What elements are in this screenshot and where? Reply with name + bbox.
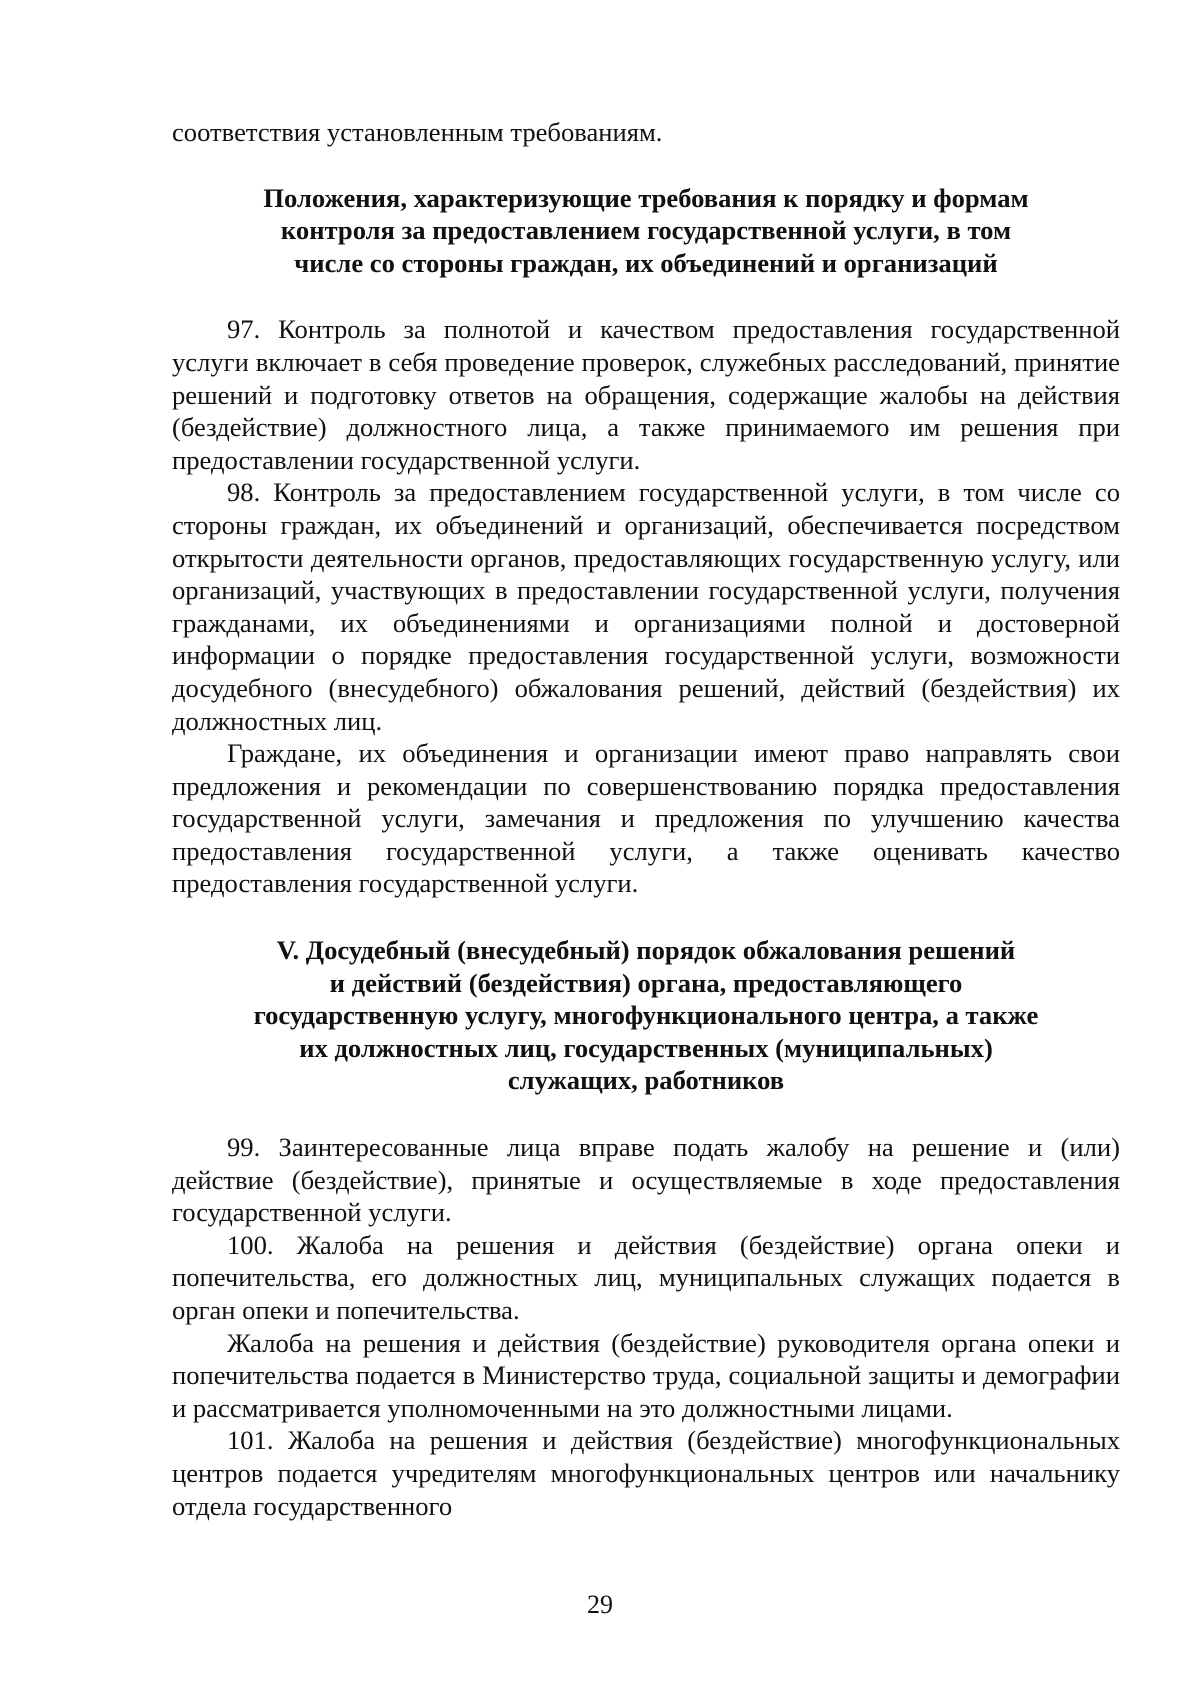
heading-line: Положения, характеризующие требования к порядку и формам	[263, 182, 1029, 213]
paragraph-100: 100. Жалоба на решения и действия (бездействие) органа опеки и попечительства, его должностных лиц, муниципальных служащих подается в орган опеки и попечительства.	[172, 1229, 1120, 1325]
heading-line: числе со стороны граждан, их объединений и организаций	[294, 247, 998, 278]
paragraph-101: 101. Жалоба на решения и действия (бездействие) многофункциональных центров подается учредителям многофункциональных центров или начальнику отдела государственного	[172, 1425, 1120, 1521]
heading-line: и действий (бездействия) органа, предоставляющего	[329, 967, 963, 998]
heading-line: служащих, работников	[507, 1065, 785, 1096]
heading-line: V. Досудебный (внесудебный) порядок обжалования решений	[276, 935, 1016, 966]
paragraph-99: 99. Заинтересованные лица вправе подать жалобу на решение и (или) действие (бездействие), принятые и осуществляемые в ходе предоставления государственной услуги.	[172, 1132, 1120, 1228]
page-content	[172, 116, 1120, 1522]
paragraph-citizens-rights: Граждане, их объединения и организации имеют право направлять свои предложения и рекомендации по совершенствованию порядка предоставления государственной услуги, замечания и предложения по улучшению качества предоставления государственной услуги, а также оценивать качество предоставления государственной услуги.	[172, 738, 1120, 899]
paragraph-complaint-head: Жалоба на решения и действия (бездействие) руководителя органа опеки и попечительства подается в Министерство труда, социальной защиты и демографии и рассматривается уполномоченными на это должностными лицами.	[172, 1327, 1120, 1423]
heading-line: контроля за предоставлением государственной услуги, в том	[280, 215, 1012, 246]
heading-line: государственную услугу, многофункционального центра, а также	[253, 1000, 1039, 1031]
section-heading-v	[172, 934, 1120, 1097]
continuation-line: соответствия установленным требованиям.	[172, 117, 663, 147]
paragraph-97: 97. Контроль за полнотой и качеством предоставления государственной услуги включает в себя проведение проверок, служебных расследований, принятие решений и подготовку ответов на обращения, содержащие жалобы на действия (бездействие) должностного лица, а также принимаемого им решения при предоставлении государственной услуги.	[172, 314, 1120, 475]
section-heading-control	[172, 182, 1120, 280]
page-number: 29	[587, 1590, 613, 1619]
heading-line: их должностных лиц, государственных (муниципальных)	[299, 1032, 993, 1063]
paragraph-98: 98. Контроль за предоставлением государственной услуги, в том числе со стороны граждан, их объединений и организаций, обеспечивается посредством открытости деятельности органов, предоставляющих государственную услугу, или организаций, участвующих в предоставлении государственной услуги, получения гражданами, их объединениями и организациями полной и достоверной информации о порядке предоставления государственной услуги, возможности досудебного (внесудебного) обжалования решений, действий (бездействия) их должностных лиц.	[172, 477, 1120, 736]
